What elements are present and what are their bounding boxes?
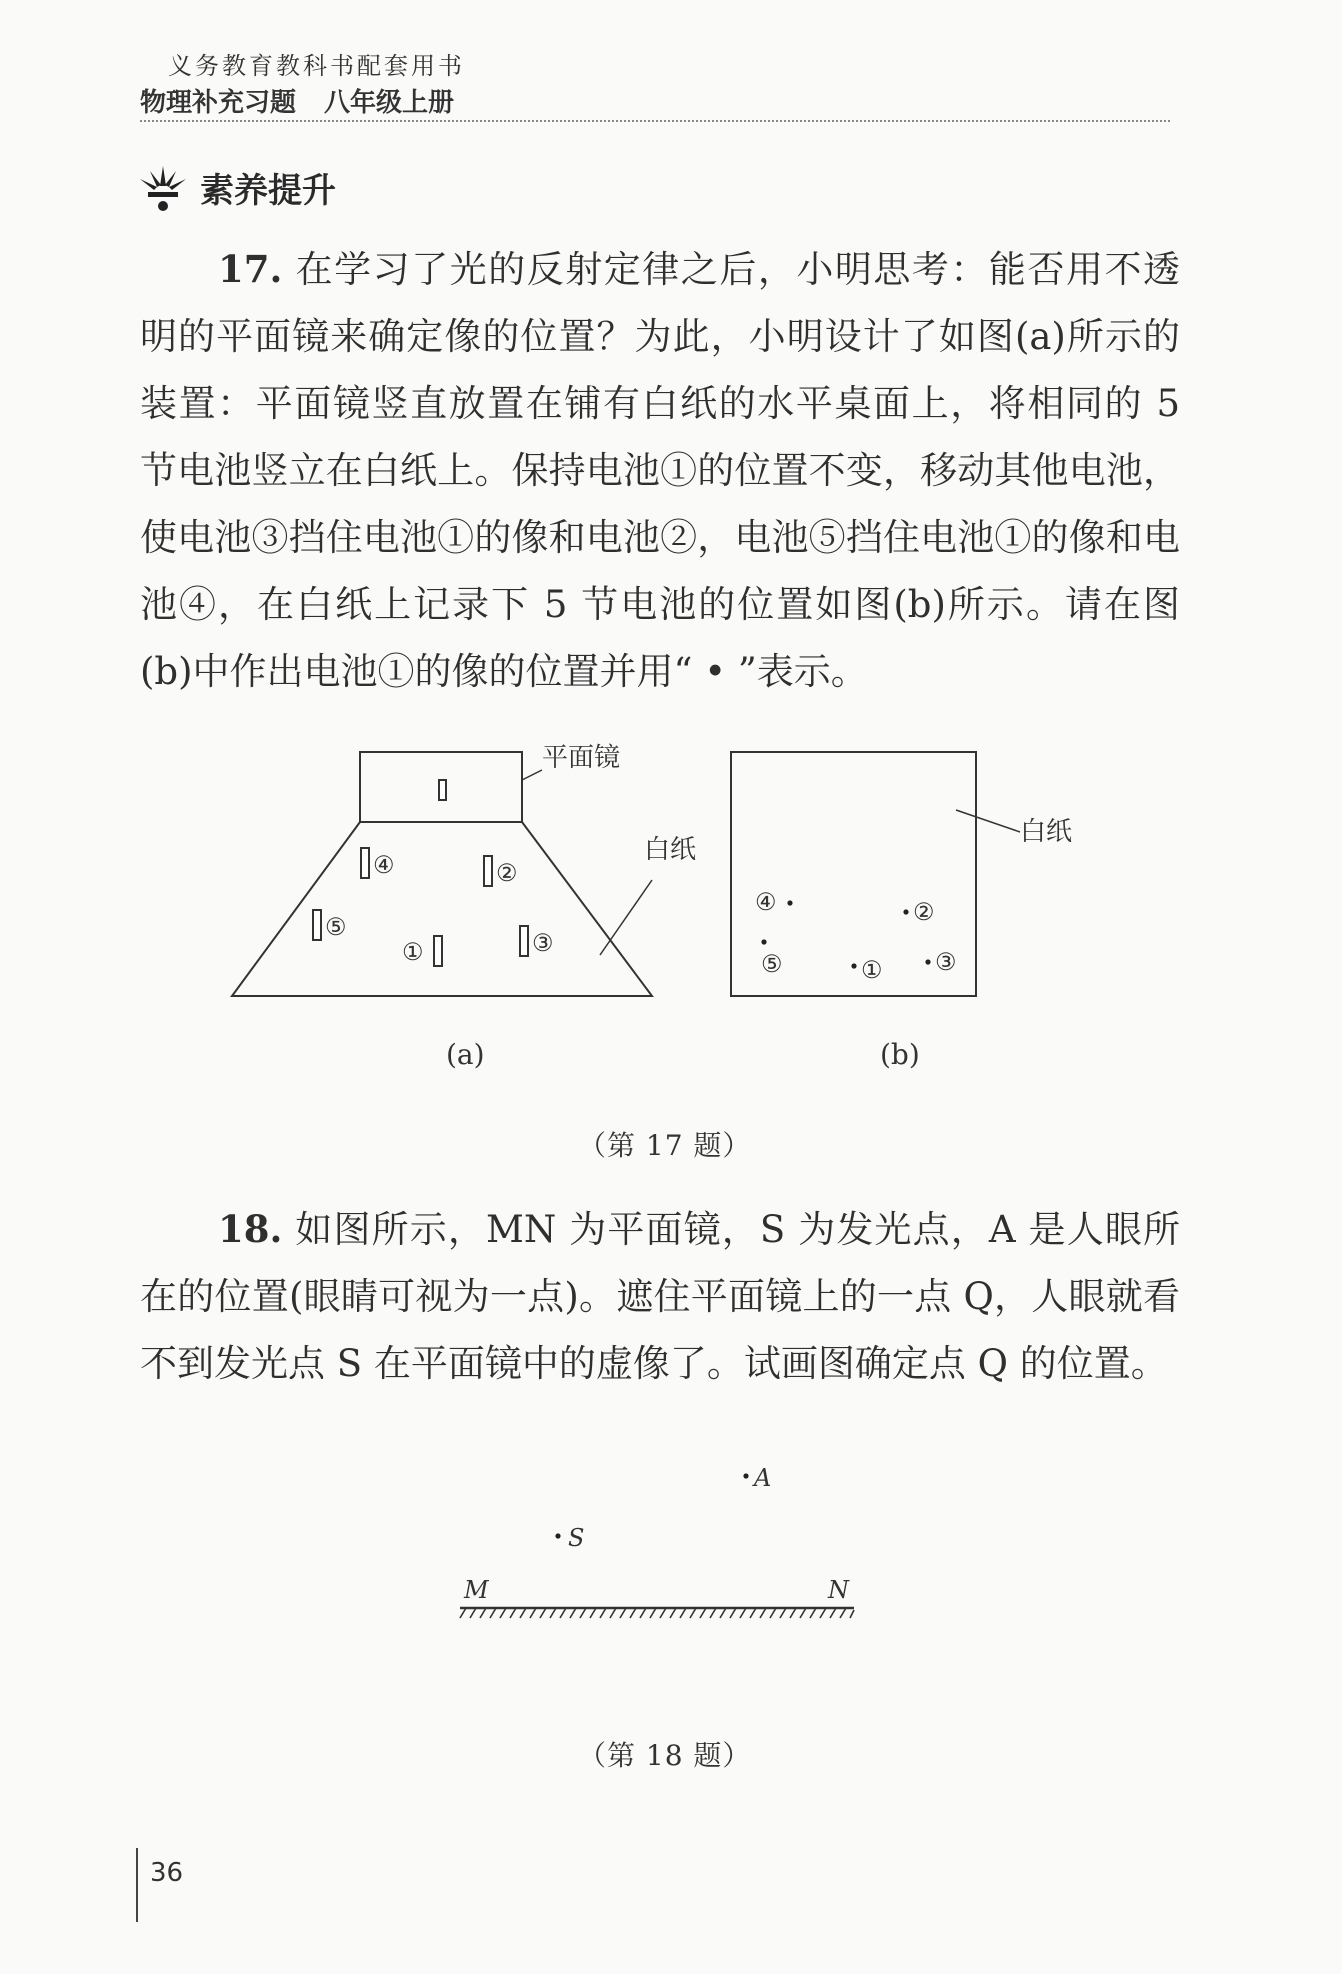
battery-label-5: ⑤	[325, 913, 347, 941]
point-1	[851, 963, 856, 968]
point-label-2: ②	[913, 898, 935, 926]
header-series: 义务教育教科书配套用书	[168, 52, 465, 80]
point-3	[925, 959, 930, 964]
header-book-title	[140, 82, 454, 119]
figure-18	[440, 1460, 880, 1640]
page-number: 36	[150, 1858, 184, 1888]
point-label-1: ①	[861, 956, 883, 984]
paper-label-b: 白纸	[1020, 817, 1073, 847]
battery-label-2: ②	[496, 859, 518, 887]
q18-number: 18.	[218, 1207, 283, 1251]
white-paper-trapezoid	[232, 822, 652, 996]
fig-b-caption: (b)	[880, 1038, 920, 1071]
paper-leader-b	[956, 810, 1020, 832]
q18-figure-caption: （第 18 题）	[578, 1739, 752, 1772]
point-label-4: ④	[755, 888, 777, 916]
battery-3	[520, 926, 528, 956]
point-2	[903, 909, 908, 914]
q17-text: 在学习了光的反射定律之后，小明思考：能否用不透明的平面镜来确定像的位置？为此，小明设计了如图(a)所示的装置：平面镜竖直放置在铺有白纸的水平桌面上，将相同的 5 节电池竖立在白纸上。保持电池①的位置不变，移动其他电池，使电池③挡住电池①的像和电池②，电池⑤挡住电池①的像和电池④，在白纸上记录下 5 节电池的位置如图(b)所示。请在图(b)中作出电池①的像的位置并用“ • ”表示。	[140, 248, 1180, 693]
paper-label-a: 白纸	[644, 835, 697, 865]
header-divider	[140, 120, 1170, 122]
label-n: N	[828, 1576, 849, 1604]
battery-2	[484, 856, 492, 886]
page-number-bar	[136, 1848, 138, 1922]
q17-figure-caption: （第 17 题）	[578, 1129, 752, 1162]
point-s-dot	[555, 1533, 560, 1538]
header-grade: 八年级上册	[324, 88, 455, 118]
section-heading	[138, 162, 336, 212]
point-a-label: A	[754, 1464, 772, 1492]
question-18	[140, 1196, 1180, 1397]
mirror-hatching	[460, 1608, 854, 1618]
crown-flourish-icon	[138, 162, 188, 212]
point-label-5: ⑤	[761, 950, 783, 978]
question-17	[140, 236, 1180, 705]
q18-text: 如图所示，MN 为平面镜，S 为发光点，A 是人眼所在的位置(眼睛可视为一点)。遮住平面镜上的一点 Q，人眼就看不到发光点 S 在平面镜中的虚像了。试画图确定点 Q 的位置。	[140, 1208, 1180, 1385]
q17-number: 17.	[218, 247, 283, 291]
battery-4	[361, 848, 369, 878]
battery-1	[434, 936, 442, 966]
point-label-3: ③	[935, 948, 957, 976]
fig-a-caption: (a)	[446, 1038, 485, 1071]
battery-image	[439, 780, 446, 800]
header-subject: 物理补充习题	[140, 88, 297, 118]
point-5	[761, 939, 766, 944]
label-m: M	[464, 1576, 489, 1604]
point-s-label: S	[568, 1524, 585, 1552]
battery-label-3: ③	[532, 929, 554, 957]
point-a-dot	[743, 1473, 748, 1478]
battery-label-1: ①	[402, 938, 424, 966]
mirror-label: 平面镜	[542, 743, 621, 773]
section-title: 素养提升	[200, 170, 336, 211]
mirror-leader	[522, 770, 542, 780]
paper-leader	[600, 880, 652, 955]
point-4	[787, 900, 792, 905]
figure-17b	[720, 740, 1100, 1010]
battery-5	[313, 910, 321, 940]
battery-label-4: ④	[373, 851, 395, 879]
figure-17a	[220, 740, 697, 1010]
